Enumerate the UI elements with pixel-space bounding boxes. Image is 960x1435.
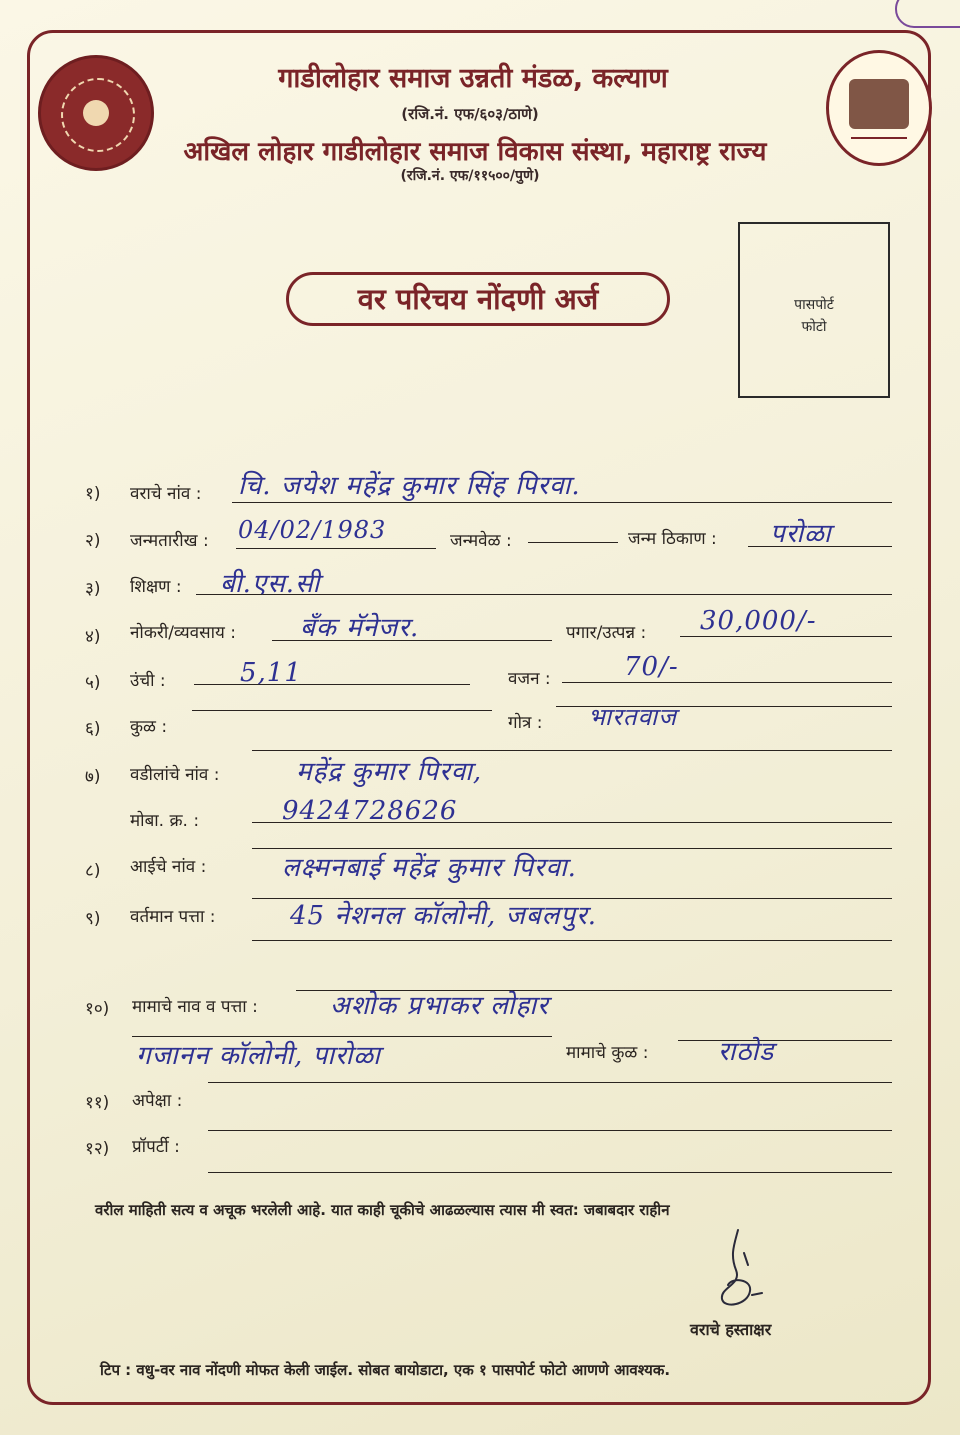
mobile-label: मोबा. क्र. : <box>130 811 200 831</box>
father-name-line <box>252 750 892 751</box>
weight-value[interactable]: 70/- <box>624 652 679 682</box>
mother-name-label: आईचे नांव : <box>130 857 207 877</box>
address-value[interactable]: 45 नेशनल कॉलोनी, जबलपुर. <box>290 901 597 931</box>
clan-line <box>192 710 492 711</box>
weight-line <box>562 682 892 683</box>
height-value[interactable]: 5,11 <box>240 658 302 688</box>
birth-time-label: जन्मवेळ : <box>450 531 512 551</box>
birth-place-label: जन्म ठिकाण : <box>628 529 717 549</box>
field-number: ५) <box>85 673 101 693</box>
groom-name-line <box>232 502 892 503</box>
clan-label: कुळ : <box>130 717 168 737</box>
field-number: १) <box>85 484 101 504</box>
height-label: उंची : <box>130 671 166 691</box>
property-line-2 <box>208 1172 892 1173</box>
occupation-label: नोकरी/व्यवसाय : <box>130 623 236 643</box>
uncle-name-label: मामाचे नाव व पत्ता : <box>132 997 258 1017</box>
education-label: शिक्षण : <box>130 577 182 597</box>
groom-name-label: वराचे नांव : <box>130 484 202 504</box>
gotra-value[interactable]: भारतवाज <box>588 703 677 731</box>
gotra-label: गोत्र : <box>508 713 543 733</box>
field-number: ८) <box>85 861 101 881</box>
photo-label-line2: फोटो <box>801 319 827 335</box>
birth-place-value[interactable]: परोळा <box>770 519 832 549</box>
expectation-label: अपेक्षा : <box>132 1091 183 1111</box>
property-label: प्रॉपर्टी : <box>132 1137 180 1157</box>
field-number: ९) <box>85 909 101 929</box>
registration-number-1: (रजि.नं. एफ/६०३/ठाणे) <box>401 105 539 123</box>
field-number: ७) <box>85 767 101 787</box>
income-label: पगार/उत्पन्न : <box>566 623 647 643</box>
income-line <box>680 636 892 637</box>
field-number: ३) <box>85 579 101 599</box>
father-name-value[interactable]: महेंद्र कुमार पिरवा, <box>296 757 483 787</box>
address-line-2 <box>252 940 892 941</box>
footer-tip: टिप : वधु-वर नाव नोंदणी मोफत केली जाईल. सोबत बायोडाटा, एक १ पासपोर्ट फोटो आणणे आवश्यक. <box>100 1361 671 1379</box>
field-number: २) <box>85 531 101 551</box>
income-value[interactable]: 30,000/- <box>700 606 817 636</box>
weight-label: वजन : <box>508 669 551 689</box>
education-value[interactable]: बी.एस.सी <box>220 569 321 599</box>
birth-date-line <box>236 548 436 549</box>
corner-mark <box>895 0 960 28</box>
address-label: वर्तमान पत्ता : <box>130 907 216 927</box>
property-line-1 <box>208 1130 892 1131</box>
signature-label: वराचे हस्ताक्षर <box>690 1320 772 1339</box>
uncle-clan-line <box>678 1040 892 1041</box>
occupation-value[interactable]: बँक मॅनेजर. <box>300 613 420 643</box>
field-number: ११) <box>85 1093 110 1113</box>
uncle-clan-value[interactable]: राठोड <box>718 1037 775 1067</box>
groom-signature <box>708 1225 768 1315</box>
org-name-secondary: अखिल लोहार गाडीलोहार समाज विकास संस्था, महाराष्ट्र राज्य <box>183 137 767 167</box>
birth-time-line <box>528 542 618 543</box>
photo-label-line1: पासपोर्ट <box>794 297 834 313</box>
father-name-label: वडीलांचे नांव : <box>130 765 220 785</box>
registration-number-2: (रजि.नं. एफ/११५००/पुणे) <box>400 168 540 184</box>
mother-name-value[interactable]: लक्ष्मनबाई महेंद्र कुमार पिरवा. <box>282 853 577 883</box>
height-line <box>194 684 470 685</box>
field-number: ४) <box>85 627 101 647</box>
org-name-primary: गाडीलोहार समाज उन्नती मंडळ, कल्याण <box>278 63 668 94</box>
birth-date-value[interactable]: 04/02/1983 <box>238 516 387 544</box>
declaration-text: वरील माहिती सत्य व अचूक भरलेली आहे. यात काही चूकीचे आढळल्यास त्यास मी स्वत: जबाबदार राहीन <box>95 1201 670 1219</box>
groom-name-value[interactable]: चि. जयेश महेंद्र कुमार सिंह पिरवा. <box>238 471 581 501</box>
uncle-clan-label: मामाचे कुळ : <box>566 1043 649 1063</box>
field-number: ६) <box>85 719 101 739</box>
field-number: १०) <box>85 999 110 1019</box>
passport-photo-box <box>738 222 890 398</box>
expectation-line <box>208 1082 892 1083</box>
field-number: १२) <box>85 1139 110 1159</box>
uncle-address-value[interactable]: गजानन कॉलोनी, पारोळा <box>136 1041 381 1071</box>
mobile-value[interactable]: 9424728626 <box>282 796 458 826</box>
uncle-name-value[interactable]: अशोक प्रभाकर लोहार <box>330 991 549 1021</box>
form-title: वर परिचय नोंदणी अर्ज <box>286 272 670 326</box>
birth-date-label: जन्मतारीख : <box>130 531 209 551</box>
